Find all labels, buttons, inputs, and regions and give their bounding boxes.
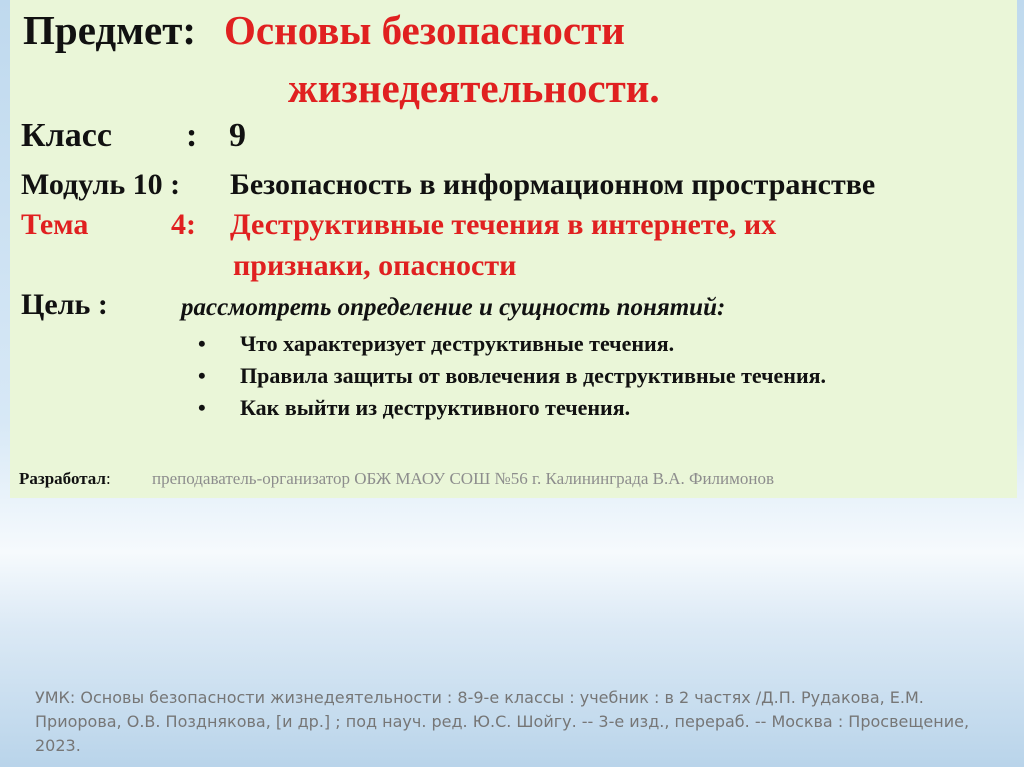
list-item-text: Правила защиты от вовлечения в деструктивные течения. xyxy=(240,363,827,388)
subject-title-line1: Основы безопасности xyxy=(224,7,625,53)
bullet-icon: • xyxy=(198,363,206,388)
theme-label: Тема xyxy=(21,208,89,241)
list-item-text: Как выйти из деструктивного течения. xyxy=(240,395,631,420)
bullet-icon: • xyxy=(198,395,206,420)
bullet-icon: • xyxy=(198,331,206,356)
footer-citation: УМК: Основы безопасности жизнедеятельности : 8-9-е классы : учебник : в 2 частях /Д.П. Рудакова, Е.М. Приорова, О.В. Позднякова, [и др.] ; под науч. ред. Ю.С. Шойгу. -- 3-е изд., перераб. -- Москва : Просвещение, 2023. xyxy=(35,688,970,755)
subject-label: Предмет: xyxy=(23,7,197,53)
list-item xyxy=(198,360,826,392)
goal-list xyxy=(198,328,826,424)
class-label: Класс xyxy=(21,117,112,154)
theme-title-line2: признаки, опасности xyxy=(233,249,517,282)
goal-text: рассмотреть определение и сущность понятий: xyxy=(181,294,726,321)
developer-label xyxy=(19,469,111,489)
theme-title-line1: Деструктивные течения в интернете, их xyxy=(230,208,777,241)
module-label: Модуль 10 : xyxy=(21,168,181,201)
list-item-text: Что характеризует деструктивные течения. xyxy=(240,331,675,356)
class-colon: : xyxy=(186,117,198,154)
developer-text: преподаватель-организатор ОБЖ МАОУ СОШ №56 г. Калининграда В.А. Филимонов xyxy=(152,469,775,488)
theme-number: 4: xyxy=(171,208,196,241)
goal-label: Цель : xyxy=(21,288,108,321)
list-item xyxy=(198,328,826,360)
list-item xyxy=(198,392,826,424)
class-value: 9 xyxy=(229,117,246,154)
module-value: Безопасность в информационном пространстве xyxy=(230,168,876,201)
developer-label-text: Разработал xyxy=(19,469,106,488)
developer-colon: : xyxy=(105,469,111,488)
subject-title-line2: жизнедеятельности. xyxy=(288,65,660,111)
